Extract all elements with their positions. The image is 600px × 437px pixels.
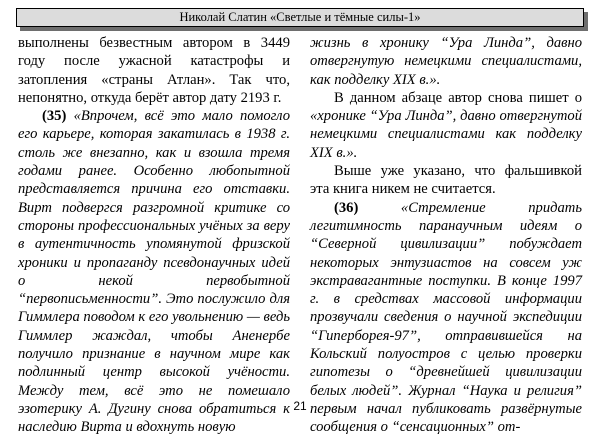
paragraph-continued: выполнены безвестным автором в 3449 году после ужасной катастрофы и затопления «страны Атлан». Так что, непонятно, откуда берёт автор дату 2193 г.	[18, 35, 290, 106]
right-column	[310, 34, 582, 437]
quote-paragraph-35	[18, 107, 290, 436]
commentary-paragraph	[310, 89, 582, 162]
quote-continuation: жизнь в хронику “Ура Линда”, давно отвергнутую немецкими специалистами, как подделку XIX в.».	[310, 35, 582, 88]
commentary-quote: «хронике “Ура Линда”, давно отвергнутой немецкими специалистами как подделку XIX в.».	[310, 108, 582, 161]
commentary-lead: В данном абзаце автор снова пишет о	[334, 89, 582, 106]
header-title: Николай Слатин «Светлые и тёмные силы-1»	[179, 10, 421, 24]
footnote-number-35: (35)	[42, 108, 67, 125]
quote-text-35: «Впрочем, всё это мало помогло его карьере, которая закатилась в 1938 г. столь же внезапно, как и взошла тремя годами ранее. Особенно любопытной представляется причина его отставки. Вирт подвергся разгромной критике со стороны профессиональных учёных за веру в аутентичность упомянутой фризской хроники и пропаганду псевдонаучных идей о некой первобытной “первописьменности”. Это послужило для Гиммлера поводом к его увольнению — ведь Гиммлер жаждал, чтобы Аненербе получило признание в научном мире как подлинный центр высокой учёности. Между тем, всё это не помешало эзотерику А. Дугину снова обратиться к наследию Вирта и вдохнуть новую	[18, 108, 290, 436]
left-column	[18, 34, 290, 437]
commentary-paragraph-2: Выше уже указано, что фальшивкой эта книга никем не считается.	[310, 163, 582, 198]
quote-text-36: «Стремление придать легитимность паранаучным идеям о “Северной цивилизации” побуждает некоторых энтузиастов на совсем уж экстравагантные поступки. В конце 1997 г. в средствах массовой информации прозвучали сведения о научной экспедиции “Гиперборея-97”, отправившейся на Кольский полуостров с целью проверки гипотезы о “древнейшей цивилизации белых людей”. Журнал “Наука и религия” первым начал публиковать развёрнутые сообщения о “сенсационных” от-	[310, 199, 582, 436]
running-header	[16, 8, 584, 27]
page-number: 21	[293, 399, 307, 413]
footnote-number-36: (36)	[334, 199, 359, 216]
